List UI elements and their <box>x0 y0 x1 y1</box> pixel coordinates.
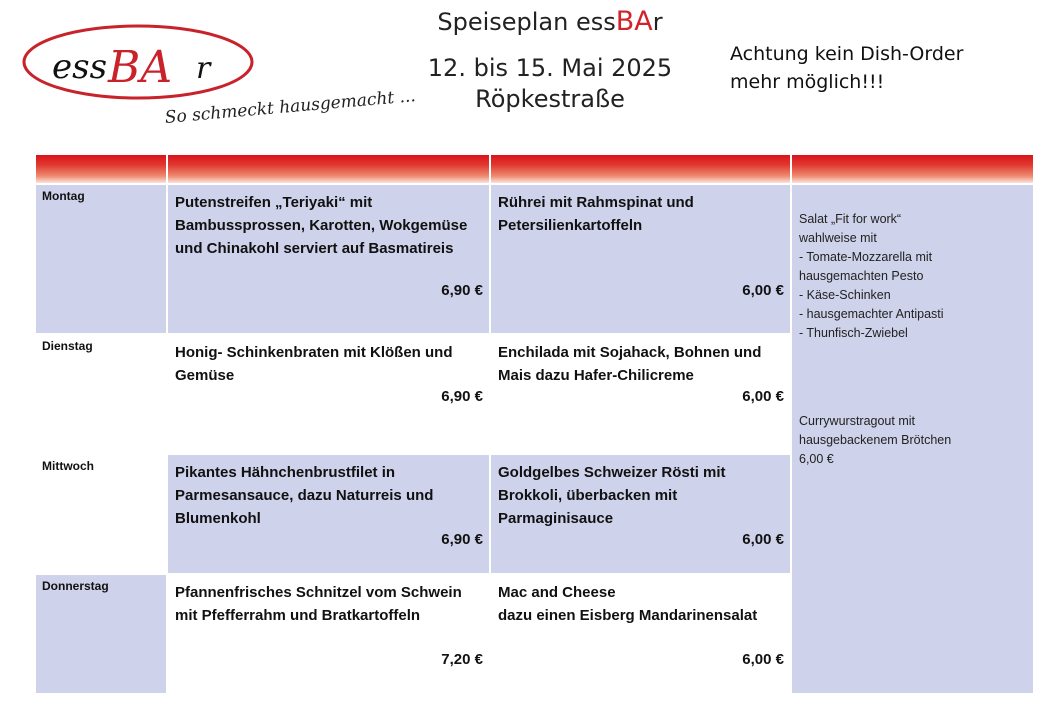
price-donnerstag-1: 7,20 € <box>441 651 483 668</box>
dish-cell-donnerstag-2: Mac and Cheese dazu einen Eisberg Mandarinensalat 6,00 € <box>491 575 790 693</box>
dish-cell-mittwoch-2: Goldgelbes Schweizer Rösti mit Brokkoli, überbacken mit Parmaginisauce 6,00 € <box>491 455 790 573</box>
page-title <box>380 6 720 114</box>
price-montag-2: 6,00 € <box>742 282 784 299</box>
dish-cell-montag-2: Rührei mit Rahmspinat und Petersilienkartoffeln 6,00 € <box>491 185 790 333</box>
dish-cell-dienstag-1: Honig- Schinkenbraten mit Klößen und Gemüse 6,90 € <box>168 335 489 453</box>
price-dienstag-2: 6,00 € <box>742 388 784 405</box>
day-cell-mittwoch: Mittwoch <box>36 455 166 573</box>
title-location: Röpkestraße <box>475 85 625 113</box>
side-dishes-column <box>792 185 1033 693</box>
day-cell-dienstag: Dienstag <box>36 335 166 453</box>
price-mittwoch-2: 6,00 € <box>742 531 784 548</box>
day-cell-donnerstag: Donnerstag <box>36 575 166 693</box>
table-header-day <box>36 155 166 183</box>
dish-cell-donnerstag-1: Pfannenfrisches Schnitzel vom Schwein mit Pfefferrahm und Bratkartoffeln 7,20 € <box>168 575 489 693</box>
logo-r-text: r <box>196 51 211 86</box>
logo-ba-text: BA <box>108 42 173 93</box>
logo-slogan: So schmeckt hausgemacht ... <box>164 86 417 128</box>
essbar-logo <box>20 20 260 104</box>
title-line-1: Speiseplan essBAr <box>437 6 663 37</box>
currywurst-offer: Currywurstragout mit hausgebackenem Brötchen 6,00 € <box>799 414 952 466</box>
salad-offer: Salat „Fit for work“ wahlweise mit - Tomate-Mozzarella mit hausgemachten Pesto - Käse-Schinken - hausgemachter Antipasti - Thunfisch-Zwiebel <box>799 212 944 340</box>
table-header-dish1 <box>168 155 489 183</box>
table-header-side <box>792 155 1033 183</box>
title-date-range: 12. bis 15. Mai 2025 <box>427 54 673 82</box>
price-dienstag-1: 6,90 € <box>441 388 483 405</box>
price-montag-1: 6,90 € <box>441 282 483 299</box>
table-header-dish2 <box>491 155 790 183</box>
dish-cell-mittwoch-1: Pikantes Hähnchenbrustfilet in Parmesansauce, dazu Naturreis und Blumenkohl 6,90 € <box>168 455 489 573</box>
dish-cell-dienstag-2: Enchilada mit Sojahack, Bohnen und Mais dazu Hafer-Chilicreme 6,00 € <box>491 335 790 453</box>
price-mittwoch-1: 6,90 € <box>441 531 483 548</box>
order-notice: Achtung kein Dish-Order mehr möglich!!! <box>730 43 964 93</box>
price-donnerstag-2: 6,00 € <box>742 651 784 668</box>
logo-ess-text: ess <box>52 47 108 87</box>
dish-cell-montag-1: Putenstreifen „Teriyaki“ mit Bambussprossen, Karotten, Wokgemüse und Chinakohl serviert auf Basmatireis 6,90 € <box>168 185 489 333</box>
day-cell-montag: Montag <box>36 185 166 333</box>
